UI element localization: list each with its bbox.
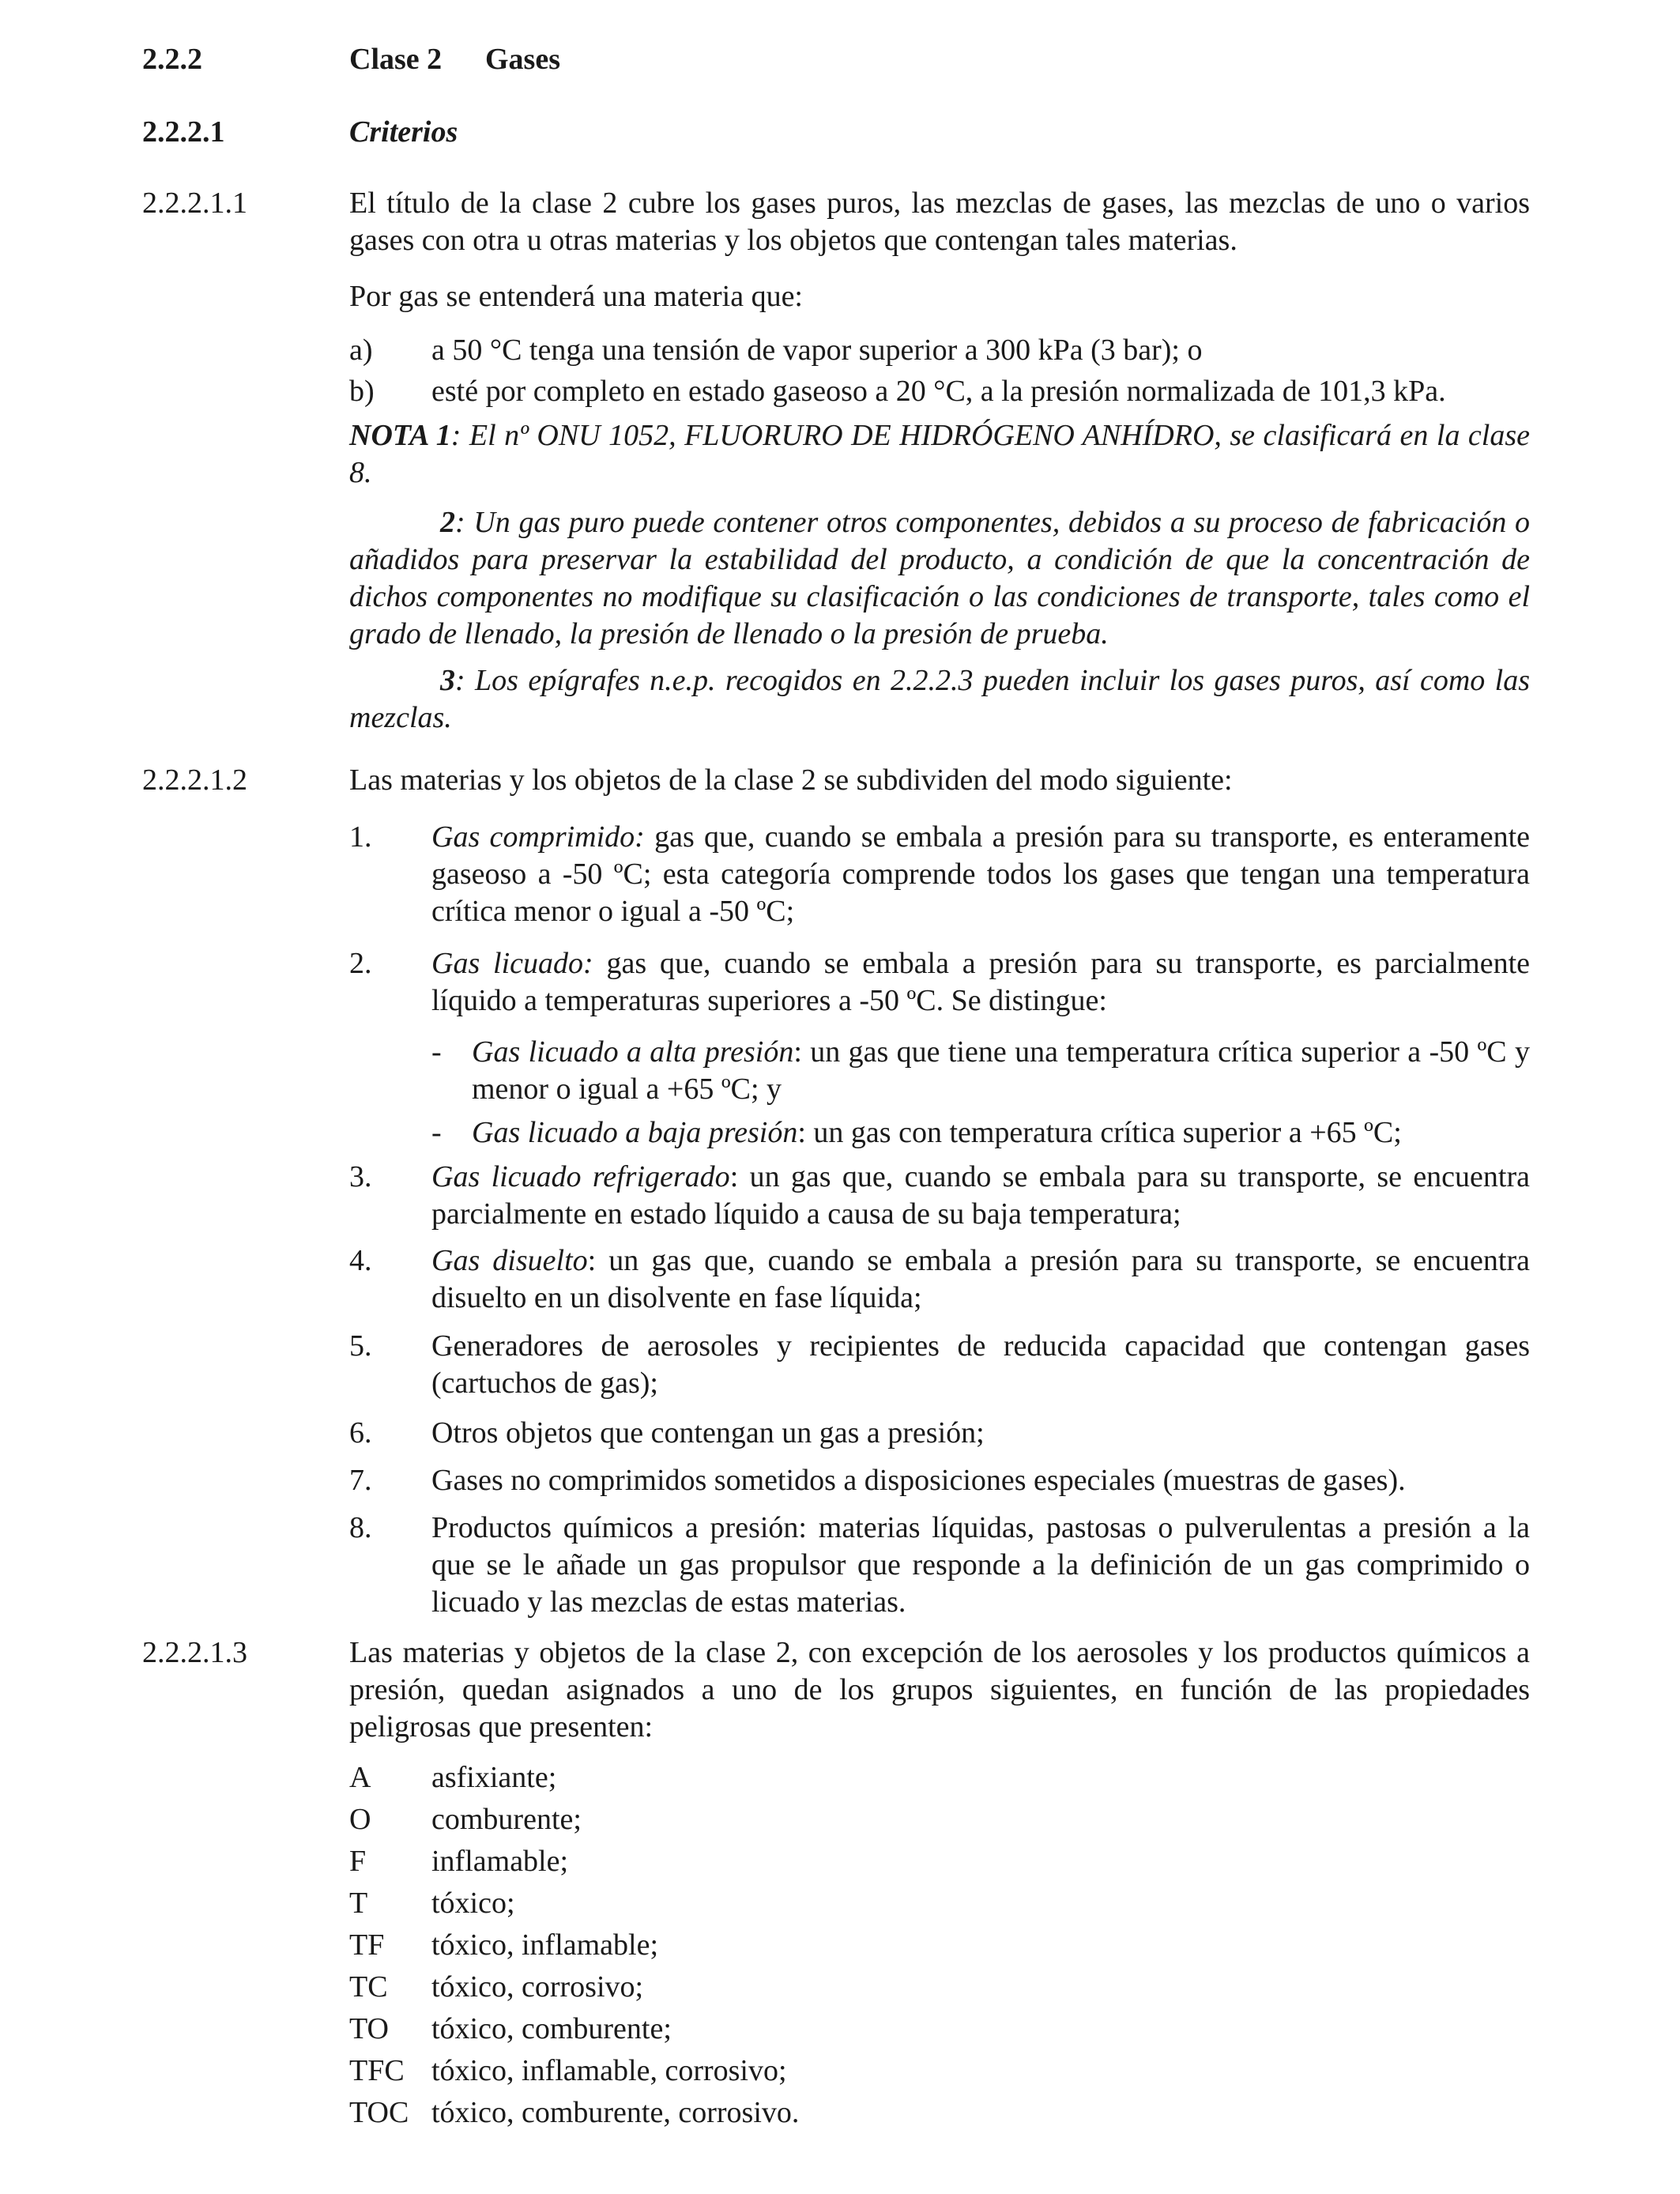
list-item-text: esté por completo en estado gaseoso a 20 °C, a la presión normalizada de 101,3 kPa. — [431, 375, 1446, 408]
note-1-text: : El nº ONU 1052, FLUORURO DE HIDRÓGENO ANHÍDRO, se clasificará en la clase 8. — [349, 419, 1530, 489]
list-item-number: 4. — [349, 1244, 372, 1277]
section-number: 2.2.2 — [142, 43, 202, 76]
list-item-term: Gas licuado refrigerado — [431, 1160, 730, 1193]
group-desc: asfixiante; — [431, 1761, 557, 1794]
group-code: TC — [349, 1970, 388, 2004]
sub-item-text: : un gas que tiene una temperatura crítica superior a -50 ºC y menor o igual a +65 ºC; y — [472, 1035, 1530, 1106]
list-item-number: 7. — [349, 1464, 372, 1497]
list-item-text: : un gas que, cuando se embala a presión para su transporte, se encuentra disuelto en un disolvente en fase líquida; — [431, 1244, 1530, 1314]
group-desc: tóxico, corrosivo; — [431, 1970, 644, 2004]
note-3-label: 3 — [440, 664, 455, 697]
paragraph-number-3: 2.2.2.1.3 — [142, 1636, 247, 1669]
list-item-label: b) — [349, 375, 375, 408]
group-code: TOC — [349, 2096, 409, 2129]
list-item-text: gas que, cuando se embala a presión para su transporte, es enteramente gaseoso a -50 ºC; esta categoría comprende todos los gases que tengan una temperatura crítica menor o igual a -50 ºC; — [431, 820, 1530, 928]
note-1 — [349, 417, 1530, 492]
note-2 — [349, 504, 1530, 653]
group-desc: inflamable; — [431, 1845, 569, 1878]
list-item-text: Generadores de aerosoles y recipientes de reducida capacidad que contengan gases (cartuchos de gas); — [431, 1329, 1530, 1400]
group-code: O — [349, 1803, 371, 1836]
group-desc: tóxico, inflamable; — [431, 1928, 659, 1962]
list-item-text: Productos químicos a presión: materias líquidas, pastosas o pulverulentas a presión a la que se le añade un gas propulsor que responde a la definición de un gas comprimido o licuado y las mezclas de estas materias. — [431, 1511, 1530, 1619]
group-code: TO — [349, 2012, 389, 2045]
note-2-label: 2 — [440, 506, 455, 539]
note-2-text: : Un gas puro puede contener otros componentes, debidos a su proceso de fabricación o añadidos para preservar la estabilidad del producto, a condición de que la concentración de dichos componentes no modifique su clasificación o las condiciones de transporte, tales como el grado de llenado, la presión de llenado o la presión de prueba. — [349, 506, 1530, 650]
gas-definition-intro: Por gas se entenderá una materia que: — [349, 280, 803, 313]
paragraph-number-2: 2.2.2.1.2 — [142, 763, 247, 797]
list-item-term: Gas disuelto — [431, 1244, 588, 1277]
note-3 — [349, 662, 1530, 737]
list-item-number: 2. — [349, 947, 372, 980]
group-desc: comburente; — [431, 1803, 582, 1836]
group-desc: tóxico, comburente, corrosivo. — [431, 2096, 800, 2129]
sub-item-term: Gas licuado a baja presión — [472, 1116, 798, 1149]
sub-item-text: : un gas con temperatura crítica superior a +65 ºC; — [797, 1116, 1402, 1149]
list-item-label: a) — [349, 334, 373, 367]
list-item-text: : un gas que, cuando se embala para su transporte, se encuentra parcialmente en estado líquido a causa de su baja temperatura; — [431, 1160, 1530, 1231]
section-title-class: Clase 2 — [349, 43, 443, 76]
note-1-label: NOTA 1 — [349, 419, 451, 452]
group-code: TF — [349, 1928, 385, 1962]
group-code: TFC — [349, 2054, 405, 2087]
group-desc: tóxico, inflamable, corrosivo; — [431, 2054, 787, 2087]
section-title-gases: Gases — [485, 43, 560, 76]
paragraph-3-text: Las materias y objetos de la clase 2, con excepción de los aerosoles y los productos químicos a presión, quedan asignados a uno de los grupos siguientes, en función de las propiedades peligrosas que presenten: — [349, 1636, 1530, 1744]
list-item-number: 5. — [349, 1329, 372, 1363]
paragraph-2-intro: Las materias y los objetos de la clase 2 se subdividen del modo siguiente: — [349, 763, 1233, 797]
list-item-term: Gas comprimido: — [431, 820, 645, 854]
list-item-number: 3. — [349, 1160, 372, 1193]
list-item-text: a 50 °C tenga una tensión de vapor superior a 300 kPa (3 bar); o — [431, 334, 1203, 367]
paragraph-1-text: El título de la clase 2 cubre los gases puros, las mezclas de gases, las mezclas de uno o varios gases con otra u otras materias y los objetos que contengan tales materias. — [349, 187, 1530, 257]
subsection-title: Criterios — [349, 115, 458, 149]
list-item-text: Otros objetos que contengan un gas a presión; — [431, 1416, 985, 1449]
group-code: A — [349, 1761, 371, 1794]
list-item-number: 6. — [349, 1416, 372, 1449]
group-code: T — [349, 1887, 368, 1920]
list-item-text: gas que, cuando se embala a presión para su transporte, es parcialmente líquido a temperaturas superiores a -50 ºC. Se distingue: — [431, 947, 1530, 1017]
subsection-number: 2.2.2.1 — [142, 115, 225, 149]
list-item-text: Gases no comprimidos sometidos a disposiciones especiales (muestras de gases). — [431, 1464, 1406, 1497]
list-item-number: 8. — [349, 1511, 372, 1544]
group-desc: tóxico; — [431, 1887, 515, 1920]
group-desc: tóxico, comburente; — [431, 2012, 672, 2045]
paragraph-number-1: 2.2.2.1.1 — [142, 187, 247, 220]
list-item-number: 1. — [349, 820, 372, 854]
sub-item-term: Gas licuado a alta presión — [472, 1035, 794, 1069]
list-item-term: Gas licuado: — [431, 947, 593, 980]
note-3-text: : Los epígrafes n.e.p. recogidos en 2.2.2.3 pueden incluir los gases puros, así como las mezclas. — [349, 664, 1530, 734]
group-code: F — [349, 1845, 367, 1878]
dash-marker: - — [431, 1116, 442, 1149]
dash-marker: - — [431, 1035, 442, 1069]
